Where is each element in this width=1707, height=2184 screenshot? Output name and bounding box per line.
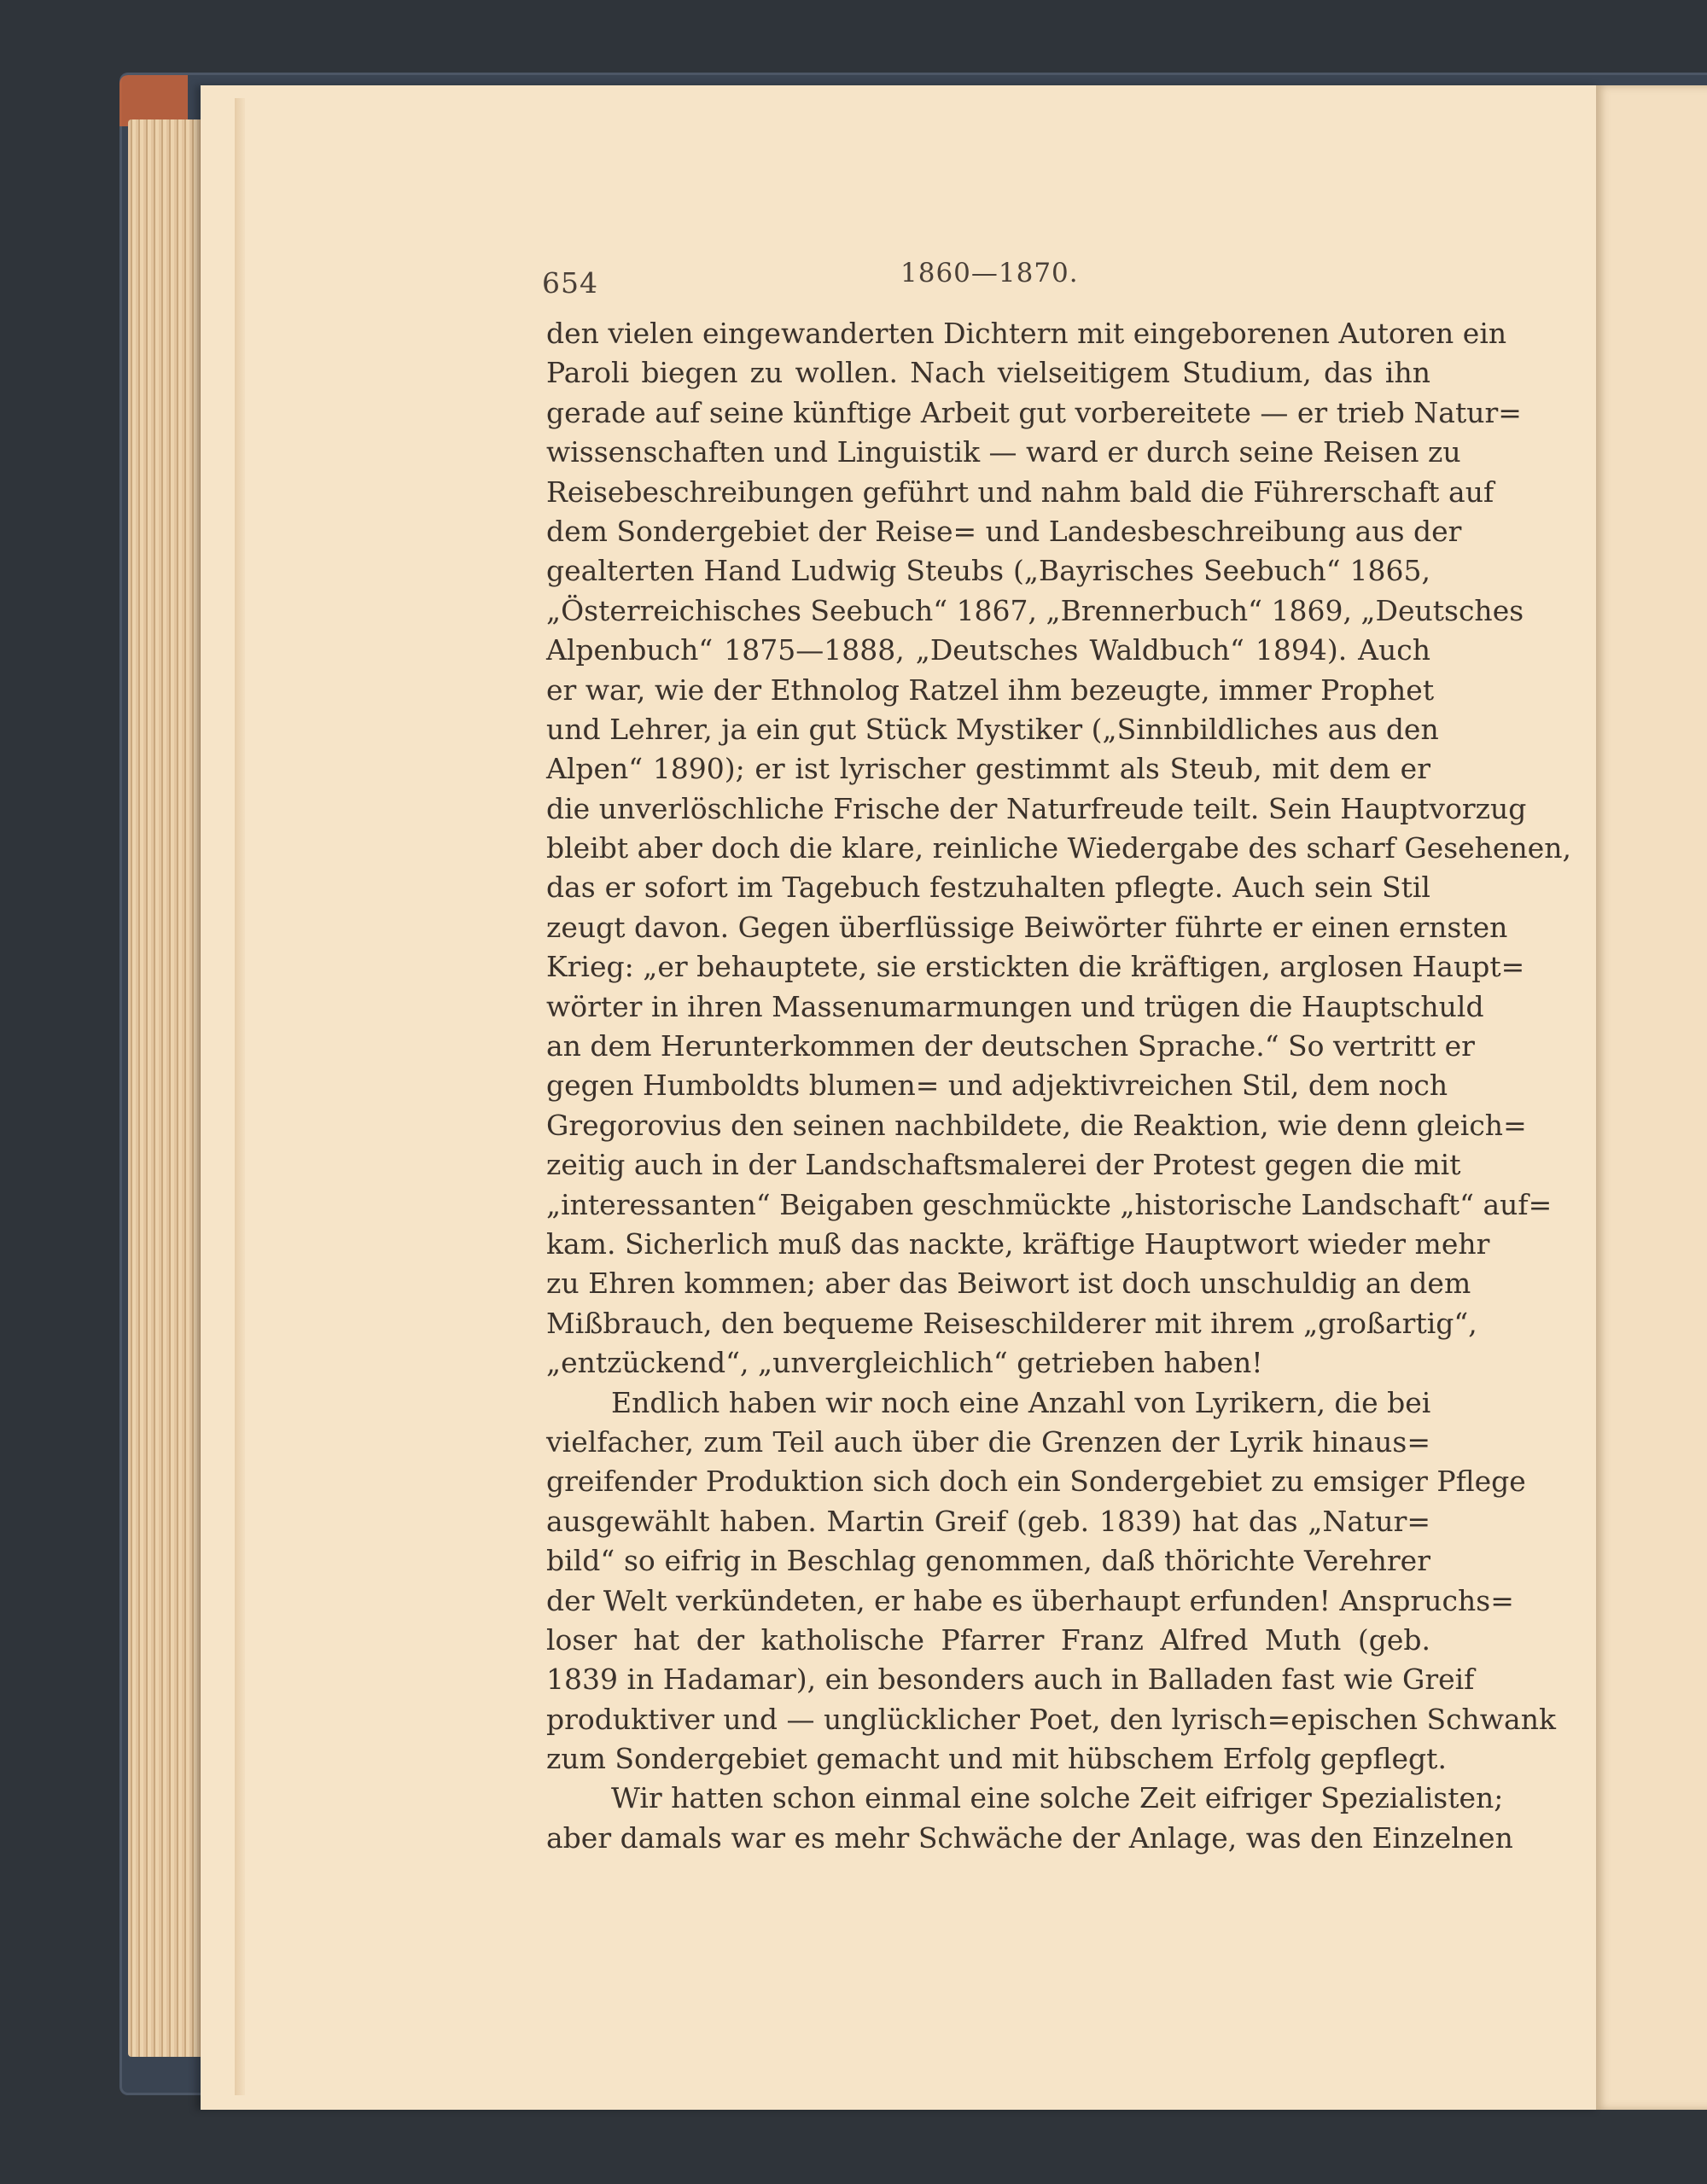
text-line: zum Sondergebiet gemacht und mit hübschem Erfolg gepflegt. [546, 1742, 1447, 1776]
text-line: greifender Produktion sich doch ein Sondergebiet zu emsiger Pflege [546, 1465, 1526, 1499]
text-line: Endlich haben wir noch eine Anzahl von Lyrikern, die bei [611, 1385, 1431, 1419]
text-line: das er sofort im Tagebuch festzuhalten pflegte. Auch sein Stil [546, 871, 1430, 905]
text-line: er war, wie der Ethnolog Ratzel ihm bezeugte, immer Prophet [546, 673, 1435, 707]
text-line: Gregorovius den seinen nachbildete, die Reaktion, wie denn gleich= [546, 1108, 1527, 1142]
text-line: Wir hatten schon einmal eine solche Zeit eifriger Spezialisten; [611, 1781, 1504, 1815]
text-line: „interessanten“ Beigaben geschmückte „historische Landschaft“ auf= [546, 1187, 1553, 1221]
text-line: Alpenbuch“ 1875—1888, „Deutsches Waldbuch“ 1894). Auch [546, 633, 1430, 667]
page-number: 654 [542, 266, 598, 300]
text-line: die unverlöschliche Frische der Naturfreude teilt. Sein Hauptvorzug [546, 791, 1527, 825]
text-line: loser hat der katholische Pfarrer Franz Alfred Muth (geb. [546, 1622, 1430, 1657]
text-line: der Welt verkündeten, er habe es überhaupt erfunden! Anspruchs= [546, 1583, 1514, 1617]
text-line: bild“ so eifrig in Beschlag genommen, daß thörichte Verehrer [546, 1544, 1430, 1578]
text-line: produktiver und — unglücklicher Poet, den lyrisch=epischen Schwank [546, 1702, 1556, 1736]
text-line: den vielen eingewanderten Dichtern mit eingeborenen Autoren ein [546, 317, 1507, 350]
facing-page [1596, 85, 1707, 2110]
text-line: „Österreichisches Seebuch“ 1867, „Brennerbuch“ 1869, „Deutsches [546, 593, 1524, 627]
text-line: 1839 in Hadamar), ein besonders auch in Balladen fast wie Greif [546, 1663, 1475, 1697]
cover-corner-leather [119, 75, 188, 126]
text-line: ausgewählt haben. Martin Greif (geb. 1839) hat das „Natur= [546, 1504, 1430, 1538]
text-line: aber damals war es mehr Schwäche der Anlage, was den Einzelnen [546, 1820, 1513, 1855]
text-line: Krieg: „er behauptete, sie erstickten die kräftigen, arglosen Haupt= [546, 950, 1525, 984]
text-line: zu Ehren kommen; aber das Beiwort ist doch unschuldig an dem [546, 1267, 1471, 1301]
text-line: kam. Sicherlich muß das nackte, kräftige Hauptwort wieder mehr [546, 1226, 1490, 1261]
text-line: gegen Humboldts blumen= und adjektivreichen Stil, dem noch [546, 1069, 1448, 1103]
page-gutter [235, 98, 245, 2095]
text-line: gealterten Hand Ludwig Steubs („Bayrisches Seebuch“ 1865, [546, 554, 1430, 588]
running-title: 1860—1870. [900, 258, 1079, 288]
text-line: Mißbrauch, den bequeme Reiseschilderer mit ihrem „großartig“, [546, 1306, 1477, 1340]
text-line: an dem Herunterkommen der deutschen Sprache.“ So vertritt er [546, 1029, 1475, 1063]
text-line: Paroli biegen zu wollen. Nach vielseitigem Studium, das ihn [546, 356, 1430, 390]
text-line: Reisebeschreibungen geführt und nahm bald die Führerschaft auf [546, 475, 1494, 509]
text-line: und Lehrer, ja ein gut Stück Mystiker („Sinnbildliches aus den [546, 712, 1439, 746]
text-line: vielfacher, zum Teil auch über die Grenzen der Lyrik hinaus= [546, 1424, 1430, 1459]
page-header [542, 258, 1434, 300]
text-line: gerade auf seine künftige Arbeit gut vorbereitete — er trieb Natur= [546, 395, 1522, 429]
text-line: wissenschaften und Linguistik — ward er durch seine Reisen zu [546, 435, 1461, 469]
text-line: Alpen“ 1890); er ist lyrischer gestimmt als Steub, mit dem er [546, 752, 1430, 786]
body-text [546, 314, 1571, 1858]
text-line: bleibt aber doch die klare, reinliche Wiedergabe des scharf Gesehenen, [546, 831, 1571, 865]
text-line: zeugt davon. Gegen überflüssige Beiwörter führte er einen ernsten [546, 910, 1508, 944]
text-line: zeitig auch in der Landschaftsmalerei der Protest gegen die mit [546, 1148, 1461, 1182]
text-line: „entzückend“, „unvergleichlich“ getrieben haben! [546, 1346, 1263, 1380]
text-line: dem Sondergebiet der Reise= und Landesbeschreibung aus der [546, 514, 1462, 548]
text-line: wörter in ihren Massenumarmungen und trügen die Hauptschuld [546, 989, 1484, 1023]
